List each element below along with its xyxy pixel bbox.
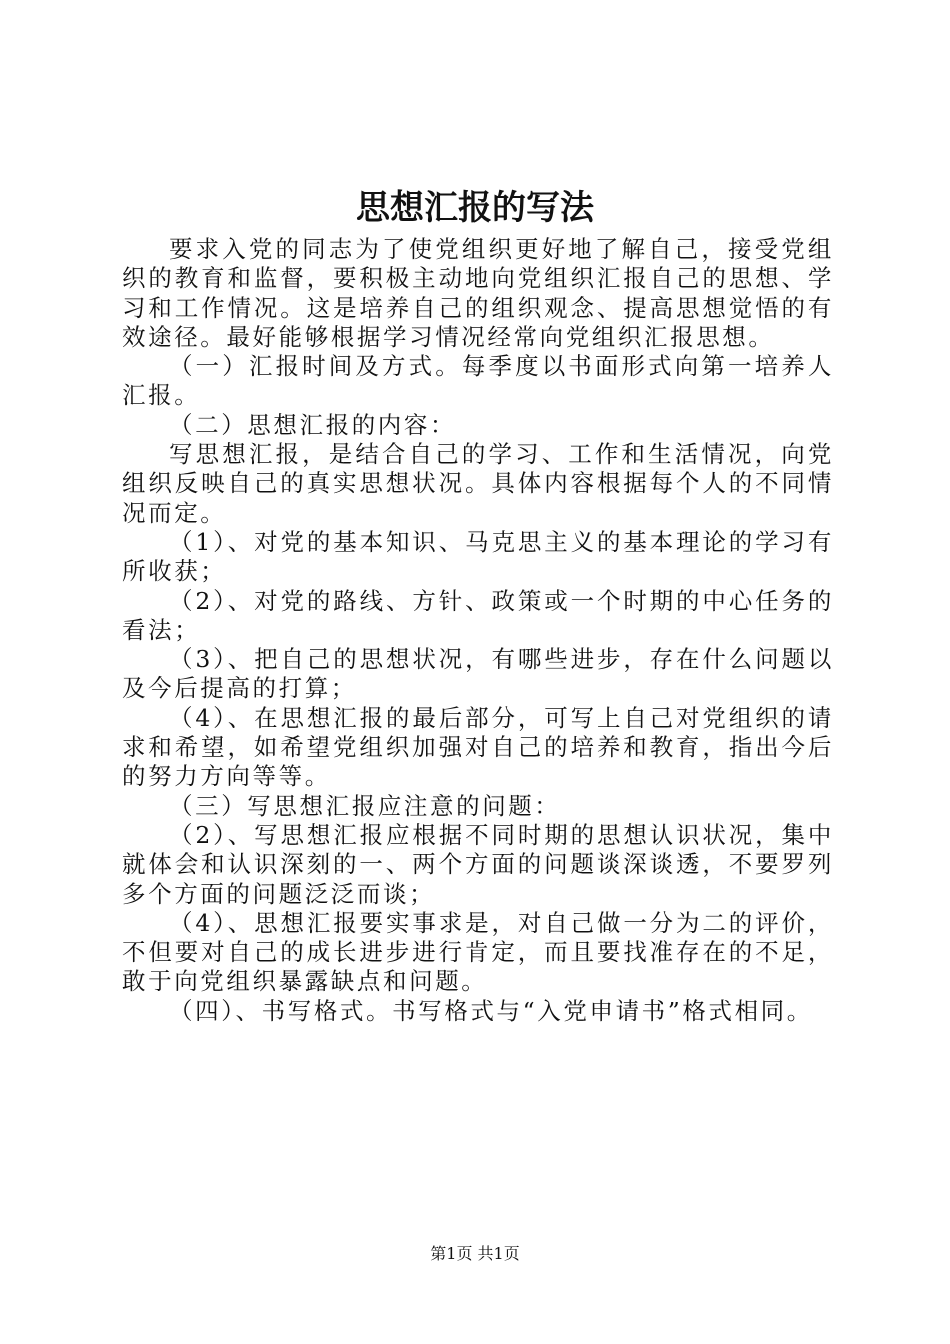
paragraph-intro: 要求入党的同志为了使党组织更好地了解自己，接受党组织的教育和监督，要积极主动地向党组织汇报自己的思想、学习和工作情况。这是培养自己的组织观念、提高思想觉悟的有效途径。最好能够根据学习情况经常向党组织汇报思想。 — [122, 235, 834, 351]
paragraph-item-1: （1）、对党的基本知识、马克思主义的基本理论的学习有所收获； — [122, 527, 834, 586]
page-number-footer: 第1页 共1页 — [430, 1244, 520, 1263]
paragraph-section-2-heading: （二）思想汇报的内容： — [169, 410, 457, 439]
paragraph-item-4: （4）、在思想汇报的最后部分，可写上自己对党组织的请求和希望，如希望党组织加强对自己的培养和教育，指出今后的努力方向等等。 — [122, 703, 834, 791]
paragraph-item-3: （3）、把自己的思想状况，有哪些进步，存在什么问题以及今后提高的打算； — [122, 645, 834, 703]
paragraph-note-2: （2）、写思想汇报应根据不同时期的思想认识状况，集中就体会和认识深刻的一、两个方面的问题谈深谈透，不要罗列多个方面的问题泛泛而谈； — [122, 820, 834, 908]
paragraph-note-4: （4）、思想汇报要实事求是，对自己做一分为二的评价，不但要对自己的成长进步进行肯定，而且要找准存在的不足，敢于向党组织暴露缺点和问题。 — [122, 908, 834, 996]
paragraph-section-2-body: 写思想汇报，是结合自己的学习、工作和生活情况，向党组织反映自己的真实思想状况。具体内容根据每个人的不同情况而定。 — [122, 440, 834, 527]
paragraph-section-3-heading: （三）写思想汇报应注意的问题： — [169, 791, 561, 820]
paragraph-section-1: （一）汇报时间及方式。每季度以书面形式向第一培养人汇报。 — [122, 352, 834, 410]
document-body — [122, 235, 834, 1026]
document-title: 思想汇报的写法 — [356, 188, 594, 228]
paragraph-section-4: （四）、书写格式。书写格式与“入党申请书”格式相同。 — [169, 996, 813, 1025]
paragraph-item-2: （2）、对党的路线、方针、政策或一个时期的中心任务的看法； — [122, 586, 834, 644]
